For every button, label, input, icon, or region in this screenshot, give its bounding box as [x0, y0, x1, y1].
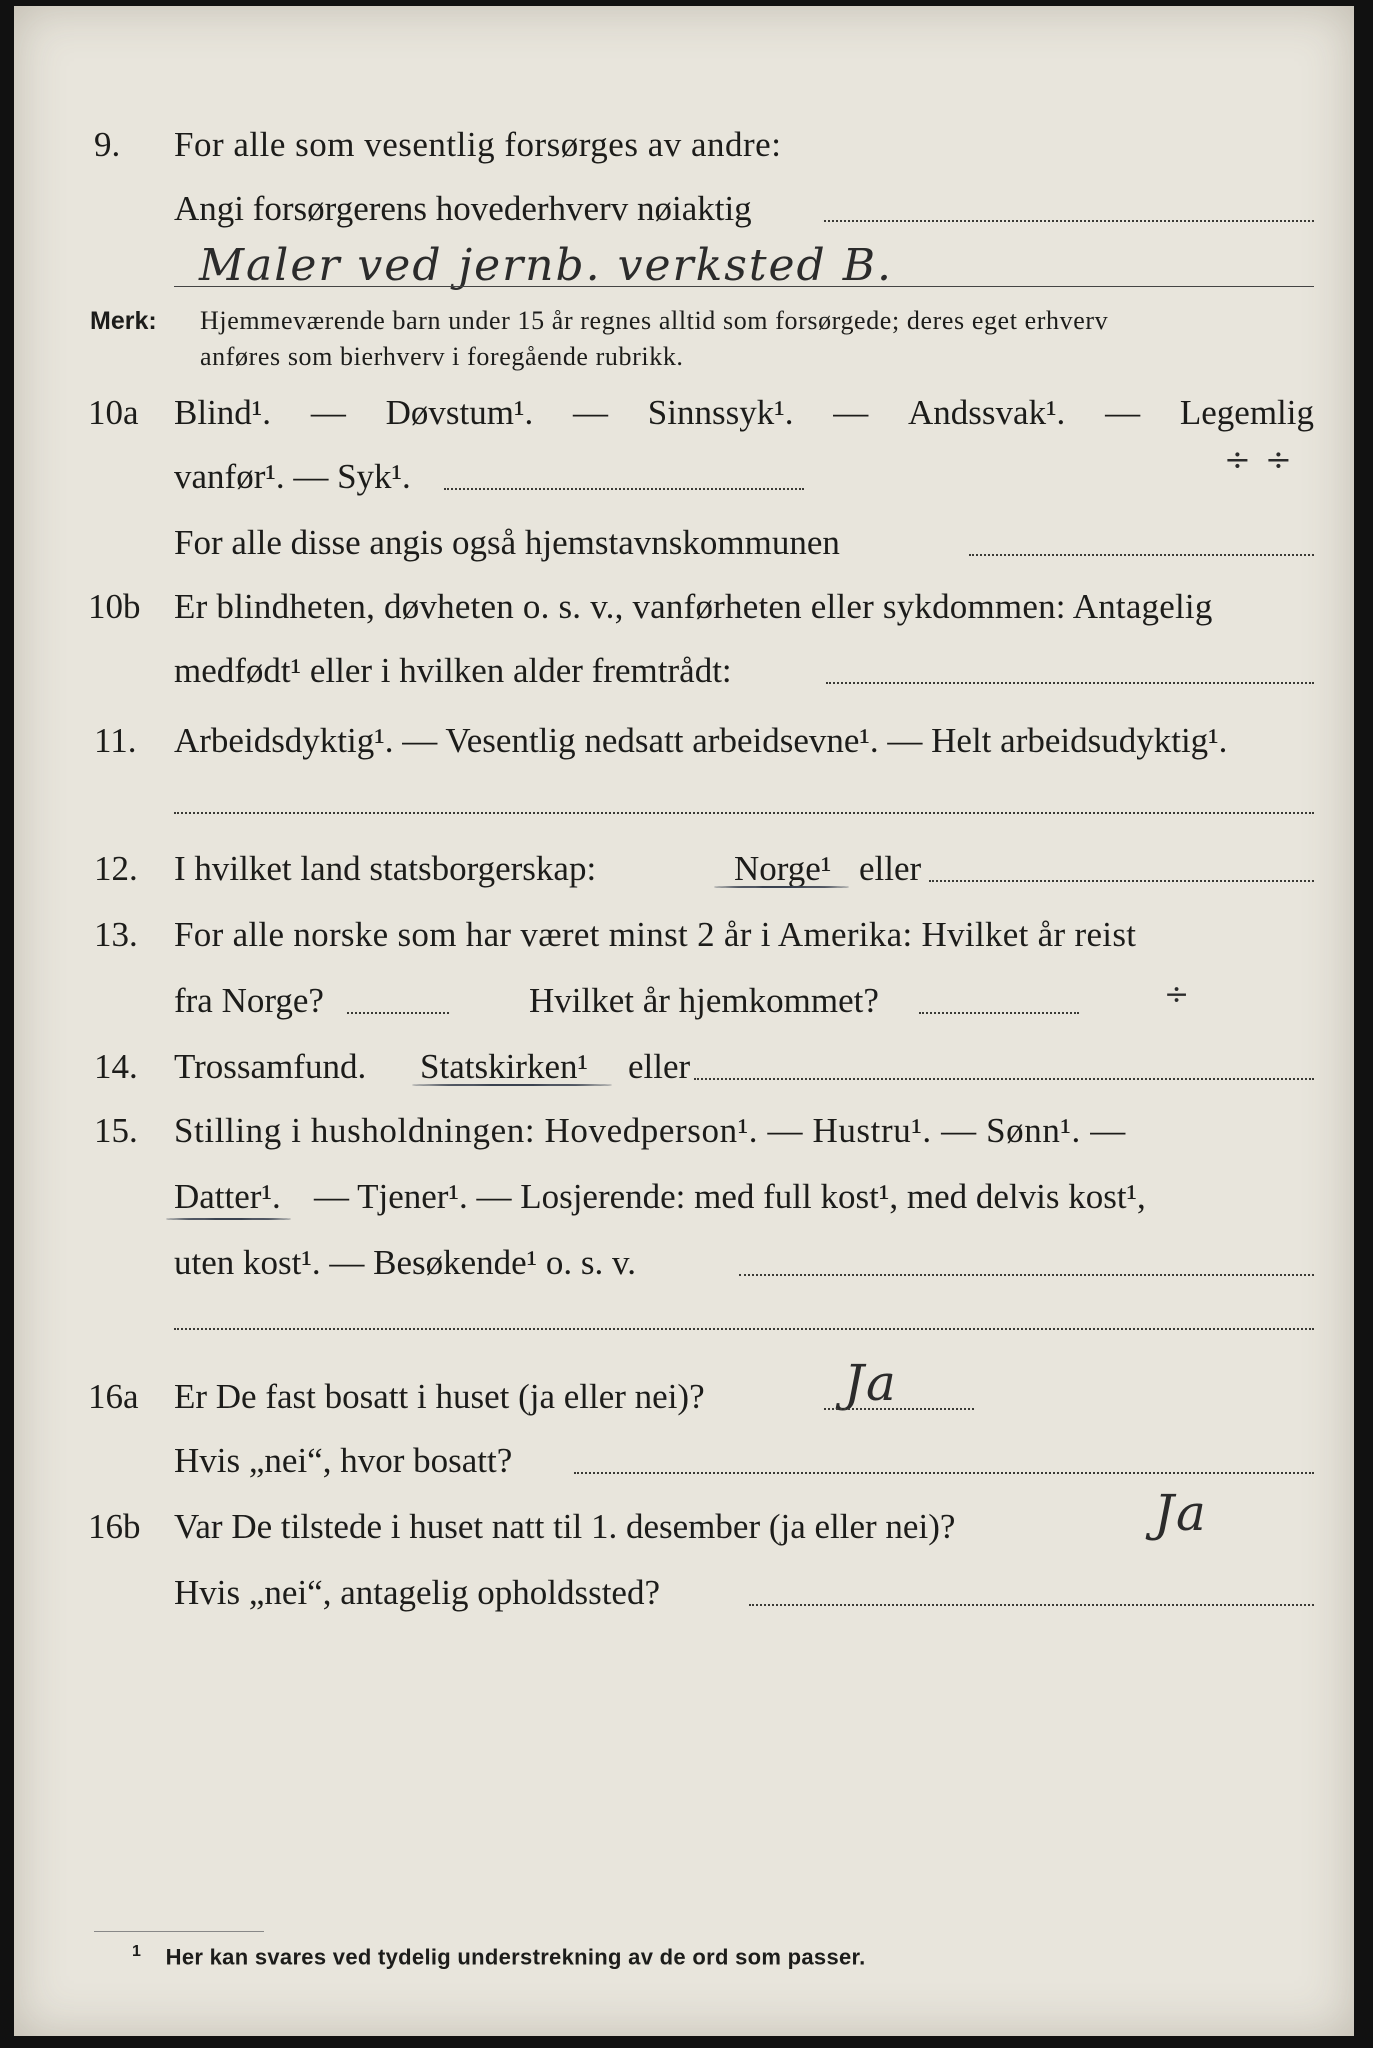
handwritten-underline	[412, 1084, 612, 1086]
handwritten-dash-mark: ÷ ÷	[1224, 440, 1294, 478]
question-text: — Tjener¹. — Losjerende: med full kost¹, med delvis kost¹,	[314, 1177, 1146, 1216]
answer-line-departure-year[interactable]	[347, 1012, 449, 1014]
question-text: I hvilket land statsborgerskap:	[174, 849, 597, 888]
footnote-divider	[94, 1931, 264, 1932]
answer-line[interactable]	[969, 554, 1314, 556]
question-number: 15.	[94, 1111, 138, 1150]
answer-line[interactable]	[739, 1274, 1314, 1276]
option-norge-underlined: Norge¹	[734, 849, 832, 888]
question-number: 11.	[94, 721, 137, 760]
question-number: 16b	[88, 1507, 141, 1546]
option-datter-underlined: Datter¹.	[174, 1177, 281, 1216]
disability-option: Legemlig	[1179, 393, 1314, 432]
question-text: Angi forsørgerens hovederhverv nøiaktig	[174, 189, 752, 228]
footnote-mark: 1	[132, 1943, 142, 1960]
answer-line	[174, 286, 1314, 287]
answer-line[interactable]	[694, 1078, 1314, 1080]
question-number: 10a	[88, 393, 139, 432]
disability-option: Blind¹.	[174, 393, 272, 432]
question-text: uten kost¹. — Besøkende¹ o. s. v.	[174, 1243, 637, 1282]
disability-options	[174, 392, 1314, 434]
question-text: Trossamfund.	[174, 1047, 367, 1086]
option-separator: —	[833, 393, 869, 432]
option-separator: —	[310, 393, 346, 432]
question-text: For alle norske som har været minst 2 år i Amerika: Hvilket år reist	[174, 915, 1137, 954]
note-text: anføres som bierhverv i foregående rubrikk.	[200, 342, 684, 371]
question-text: fra Norge?	[174, 981, 324, 1020]
census-form-page	[14, 6, 1354, 2036]
answer-line-return-year[interactable]	[919, 1012, 1079, 1014]
question-text: eller	[859, 849, 922, 888]
question-number: 12.	[94, 849, 138, 888]
question-number: 9.	[94, 125, 121, 164]
question-text: Er De fast bosatt i huset (ja eller nei)?	[174, 1377, 705, 1416]
option-separator: —	[1105, 393, 1141, 432]
handwritten-underline	[166, 1218, 291, 1220]
question-text: medfødt¹ eller i hvilken alder fremtrådt:	[174, 651, 732, 690]
note-label: Merk:	[90, 307, 157, 335]
question-text: For alle disse angis også hjemstavnskommunen	[174, 523, 840, 562]
footnote	[132, 1943, 866, 1970]
disability-option: Sinnssyk¹.	[647, 393, 794, 432]
handwritten-answer-fast-bosatt: Ja	[844, 1354, 898, 1412]
question-text: eller	[628, 1047, 691, 1086]
question-text: Er blindheten, døvheten o. s. v., vanførheten eller sykdommen: Antagelig	[174, 587, 1213, 626]
answer-line[interactable]	[824, 220, 1314, 222]
answer-line[interactable]	[174, 1328, 1314, 1330]
answer-line[interactable]	[444, 488, 804, 490]
question-text: Arbeidsdyktig¹. — Vesentlig nedsatt arbeidsevne¹. — Helt arbeidsudyktig¹.	[174, 721, 1228, 760]
question-number: 13.	[94, 915, 138, 954]
question-text: Stilling i husholdningen: Hovedperson¹. — Hustru¹. — Sønn¹. —	[174, 1111, 1126, 1150]
answer-line[interactable]	[174, 812, 1314, 814]
footnote-text: Her kan svares ved tydelig understrekning av de ord som passer.	[165, 1944, 866, 1970]
question-text: Var De tilstede i huset natt til 1. desember (ja eller nei)?	[174, 1507, 956, 1546]
handwritten-underline	[714, 886, 849, 888]
question-text: Hvilket år hjemkommet?	[529, 981, 879, 1020]
answer-line[interactable]	[929, 880, 1314, 882]
question-number: 16a	[88, 1377, 139, 1416]
answer-line[interactable]	[824, 1408, 974, 1410]
answer-line[interactable]	[749, 1604, 1314, 1606]
question-number: 14.	[94, 1047, 138, 1086]
handwritten-dash-mark: ÷	[1164, 977, 1192, 1012]
handwritten-answer-tilstede: Ja	[1154, 1484, 1208, 1542]
option-separator: —	[572, 393, 608, 432]
disability-option: Andssvak¹.	[908, 393, 1066, 432]
handwritten-answer-occupation: Maler ved jernb. verksted B.	[199, 240, 894, 291]
note-text: Hjemmeværende barn under 15 år regnes alltid som forsørgede; deres eget erhverv	[200, 306, 1109, 335]
disability-option: Døvstum¹.	[385, 393, 534, 432]
question-text: vanfør¹. — Syk¹.	[174, 457, 411, 496]
question-number: 10b	[88, 587, 141, 626]
option-statskirken-underlined: Statskirken¹	[420, 1047, 588, 1086]
answer-line[interactable]	[826, 682, 1314, 684]
question-text: Hvis „nei“, hvor bosatt?	[174, 1441, 513, 1480]
question-text: Hvis „nei“, antagelig opholdssted?	[174, 1573, 660, 1612]
answer-line[interactable]	[574, 1472, 1314, 1474]
question-text: For alle som vesentlig forsørges av andre:	[174, 125, 782, 164]
